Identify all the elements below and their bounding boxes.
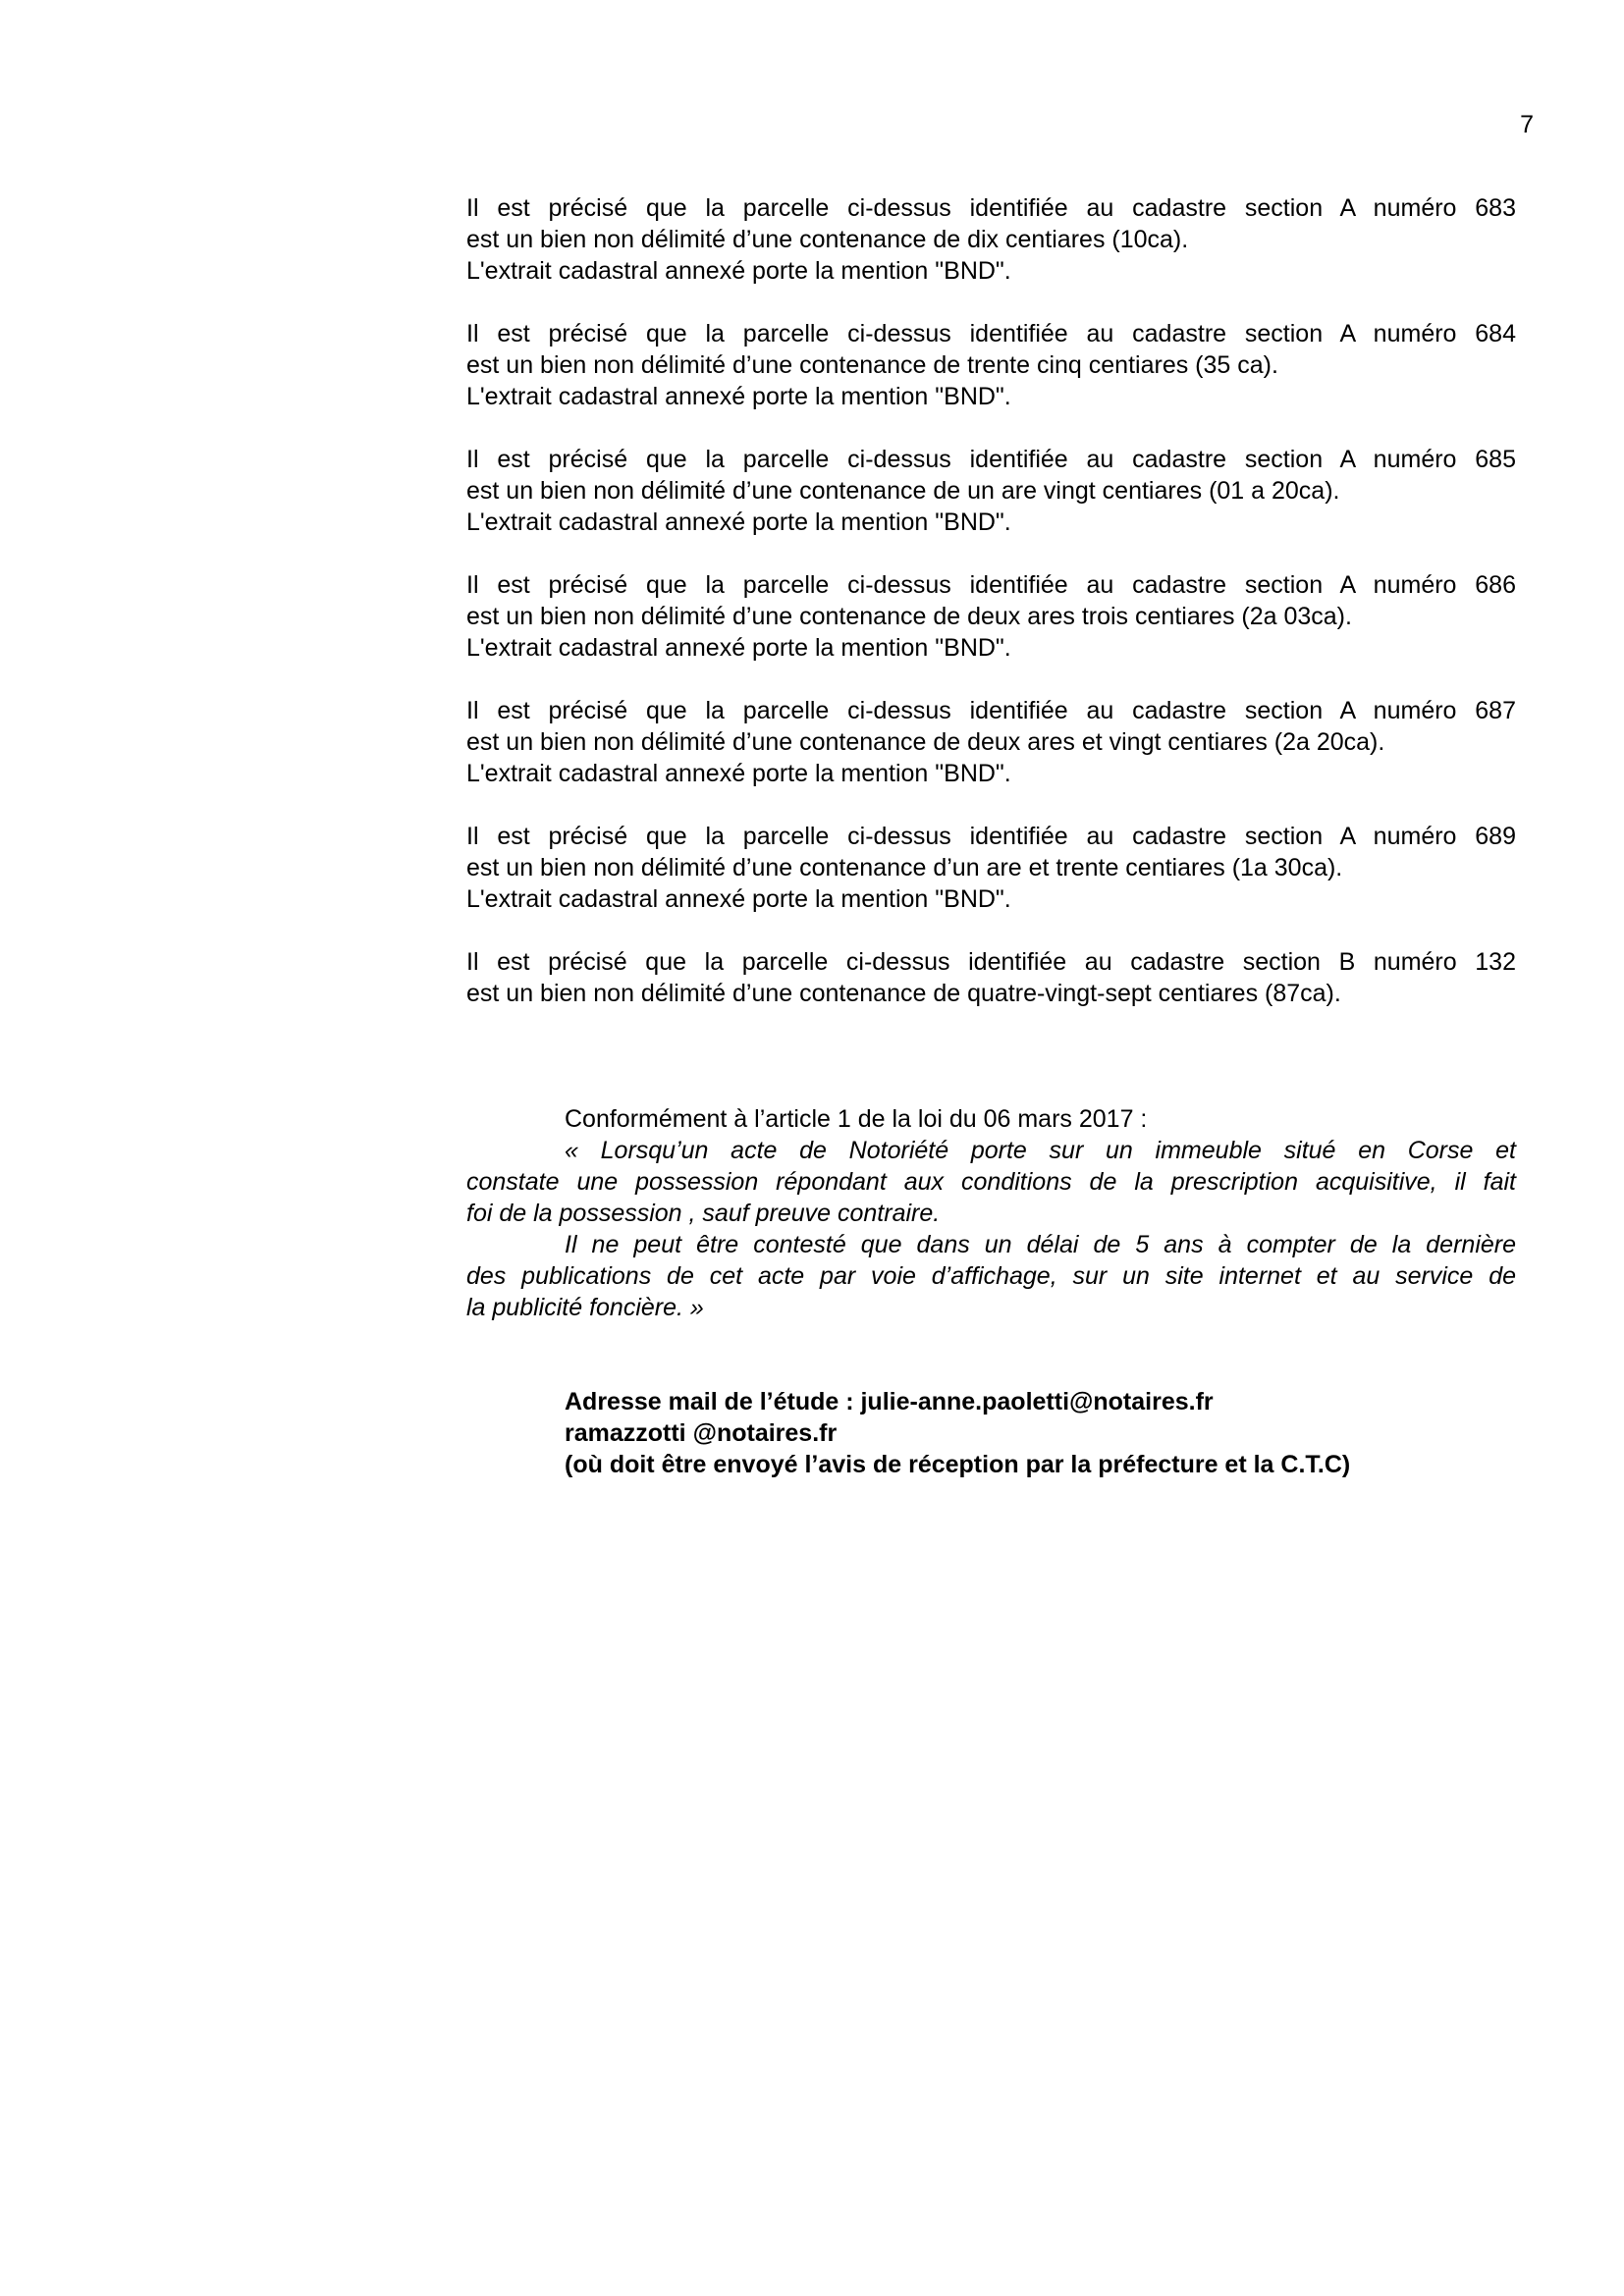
parcel-line: L'extrait cadastral annexé porte la mention "BND".	[466, 257, 1011, 285]
parcel-line: Il est précisé que la parcelle ci-dessus identifiée au cadastre section A numéro 689	[466, 823, 1516, 850]
parcel-paragraph-687	[466, 695, 1516, 789]
parcel-line: est un bien non délimité d’une contenance de quatre-vingt-sept centiares (87ca).	[466, 980, 1341, 1007]
law-citation	[466, 1103, 1516, 1323]
page-number: 7	[1520, 111, 1534, 138]
law-intro: Conformément à l’article 1 de la loi du 06 mars 2017 :	[565, 1105, 1148, 1133]
contact-note: (où doit être envoyé l’avis de réception par la préfecture et la C.T.C)	[565, 1451, 1351, 1478]
parcel-line: Il est précisé que la parcelle ci-dessus identifiée au cadastre section A numéro 684	[466, 320, 1516, 347]
parcel-paragraph-689	[466, 821, 1516, 915]
parcel-line: est un bien non délimité d’une contenance de deux ares et vingt centiares (2a 20ca).	[466, 728, 1385, 756]
parcel-line: est un bien non délimité d’une contenance de deux ares trois centiares (2a 03ca).	[466, 603, 1352, 630]
parcel-line: Il est précisé que la parcelle ci-dessus identifiée au cadastre section A numéro 685	[466, 446, 1516, 473]
parcel-line: Il est précisé que la parcelle ci-dessus identifiée au cadastre section A numéro 683	[466, 194, 1516, 222]
contact-email-secondary: ramazzotti @notaires.fr	[565, 1419, 838, 1447]
parcel-paragraph-684	[466, 318, 1516, 412]
quote-line: foi de la possession , sauf preuve contraire.	[466, 1200, 941, 1227]
parcel-line: Il est précisé que la parcelle ci-dessus identifiée au cadastre section A numéro 687	[466, 697, 1516, 724]
parcel-paragraph-683	[466, 192, 1516, 287]
contact-block	[466, 1386, 1516, 1480]
quote-line: « Lorsqu’un acte de Notoriété porte sur un immeuble situé en Corse et	[565, 1137, 1516, 1164]
parcel-line: L'extrait cadastral annexé porte la mention "BND".	[466, 760, 1011, 787]
parcel-line: est un bien non délimité d’une contenance de trente cinq centiares (35 ca).	[466, 351, 1278, 379]
parcel-paragraph-686	[466, 569, 1516, 664]
parcel-line: L'extrait cadastral annexé porte la mention "BND".	[466, 383, 1011, 410]
parcel-line: Il est précisé que la parcelle ci-dessus identifiée au cadastre section A numéro 686	[466, 571, 1516, 599]
parcel-line: est un bien non délimité d’une contenance d’un are et trente centiares (1a 30ca).	[466, 854, 1343, 881]
document-body	[466, 192, 1516, 1480]
quote-line: des publications de cet acte par voie d’affichage, sur un site internet et au service de	[466, 1262, 1516, 1290]
parcel-line: L'extrait cadastral annexé porte la mention "BND".	[466, 508, 1011, 536]
parcel-line: L'extrait cadastral annexé porte la mention "BND".	[466, 885, 1011, 913]
quote-line: Il ne peut être contesté que dans un délai de 5 ans à compter de la dernière	[565, 1231, 1516, 1258]
parcel-paragraph-685	[466, 444, 1516, 538]
parcel-paragraph-b132	[466, 946, 1516, 1009]
parcel-line: Il est précisé que la parcelle ci-dessus identifiée au cadastre section B numéro 132	[466, 948, 1516, 976]
law-quote	[466, 1135, 1516, 1323]
contact-email-line: Adresse mail de l’étude : julie-anne.paoletti@notaires.fr	[565, 1388, 1214, 1415]
parcel-line: est un bien non délimité d’une contenance de un are vingt centiares (01 a 20ca).	[466, 477, 1340, 505]
quote-line: la publicité foncière. »	[466, 1294, 704, 1321]
parcel-line: L'extrait cadastral annexé porte la mention "BND".	[466, 634, 1011, 662]
quote-line: constate une possession répondant aux conditions de la prescription acquisitive, il fait	[466, 1168, 1516, 1196]
parcel-line: est un bien non délimité d’une contenance de dix centiares (10ca).	[466, 226, 1189, 253]
